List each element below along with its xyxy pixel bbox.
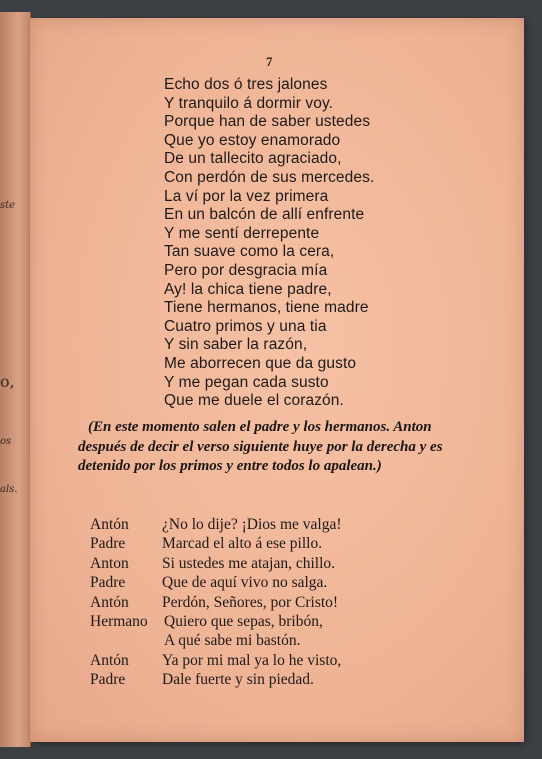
verse-line: Cuatro primos y una tia <box>164 317 327 335</box>
left-page-fragment: o, <box>0 372 15 391</box>
verse-line: Tan suave como la cera, <box>164 243 335 261</box>
verse-line: Pero por desgracia mía <box>164 261 328 279</box>
left-page-fragment: als. <box>0 484 18 495</box>
verse-line: Ay! la chica tiene padre, <box>164 280 332 298</box>
verse-line: De un tallecito agraciado, <box>164 150 342 168</box>
dialogue-line: Marcad el alto á ese pillo. <box>162 535 323 553</box>
left-page-edge <box>0 12 31 747</box>
verse-line: Con perdón de sus mercedes. <box>164 168 375 186</box>
verse-line: Y me sentí derrepente <box>164 224 320 242</box>
verse-line: Y me pegan cada susto <box>164 373 329 391</box>
dialogue-line: ¿No lo dije? ¡Dios me valga! <box>162 516 342 533</box>
speaker-name: Padre <box>90 535 126 553</box>
verse-line: Porque han de saber ustedes <box>164 113 371 131</box>
dialogue-line: Dale fuerte y sin piedad. <box>162 671 314 689</box>
verse-line: Que yo estoy enamorado <box>164 131 341 149</box>
dialogue-line: Que de aquí vivo no salga. <box>162 574 328 592</box>
speaker-name: Antón <box>90 516 129 533</box>
dialogue-line: Perdón, Señores, por Cristo! <box>162 593 339 611</box>
dialogue-line: A qué sabe mi bastón. <box>164 632 301 650</box>
speaker-name: Antón <box>90 593 129 611</box>
verse-line: Me aborrecen que da gusto <box>164 354 357 372</box>
speaker-name: Padre <box>90 671 126 689</box>
left-page-fragment: ste <box>0 200 16 211</box>
page-number: 7 <box>266 54 273 69</box>
book-page <box>30 18 524 742</box>
speaker-name: Hermano <box>90 612 148 630</box>
speaker-name: Padre <box>90 574 126 592</box>
dialogue-line: Si ustedes me atajan, chillo. <box>162 554 336 572</box>
speaker-name: Anton <box>90 554 129 572</box>
left-page-fragment: os <box>0 436 12 447</box>
verse-line: Y sin saber la razón, <box>164 336 308 354</box>
verse-line: Y tranquilo á dormir voy. <box>164 94 334 112</box>
dialogue-line: Ya por mi mal ya lo he visto, <box>162 651 342 669</box>
verse-line: Que me duele el corazón. <box>164 392 344 410</box>
dialogue-line: Quiero que sepas, bribón, <box>164 612 323 630</box>
speaker-name: Antón <box>90 651 129 669</box>
verse-block <box>164 76 374 411</box>
verse-line: La ví por la vez primera <box>164 187 329 205</box>
stage-direction: (En este momento salen el padre y los hermanos. Anton después de decir el verso siguiente huye por la derecha y es detenido por los primos y entre todos lo apalean.) <box>78 419 443 474</box>
verse-line: En un balcón de allí enfrente <box>164 206 365 224</box>
verse-line: Echo dos ó tres jalones <box>164 76 328 93</box>
verse-line: Tiene hermanos, tiene madre <box>164 299 369 317</box>
